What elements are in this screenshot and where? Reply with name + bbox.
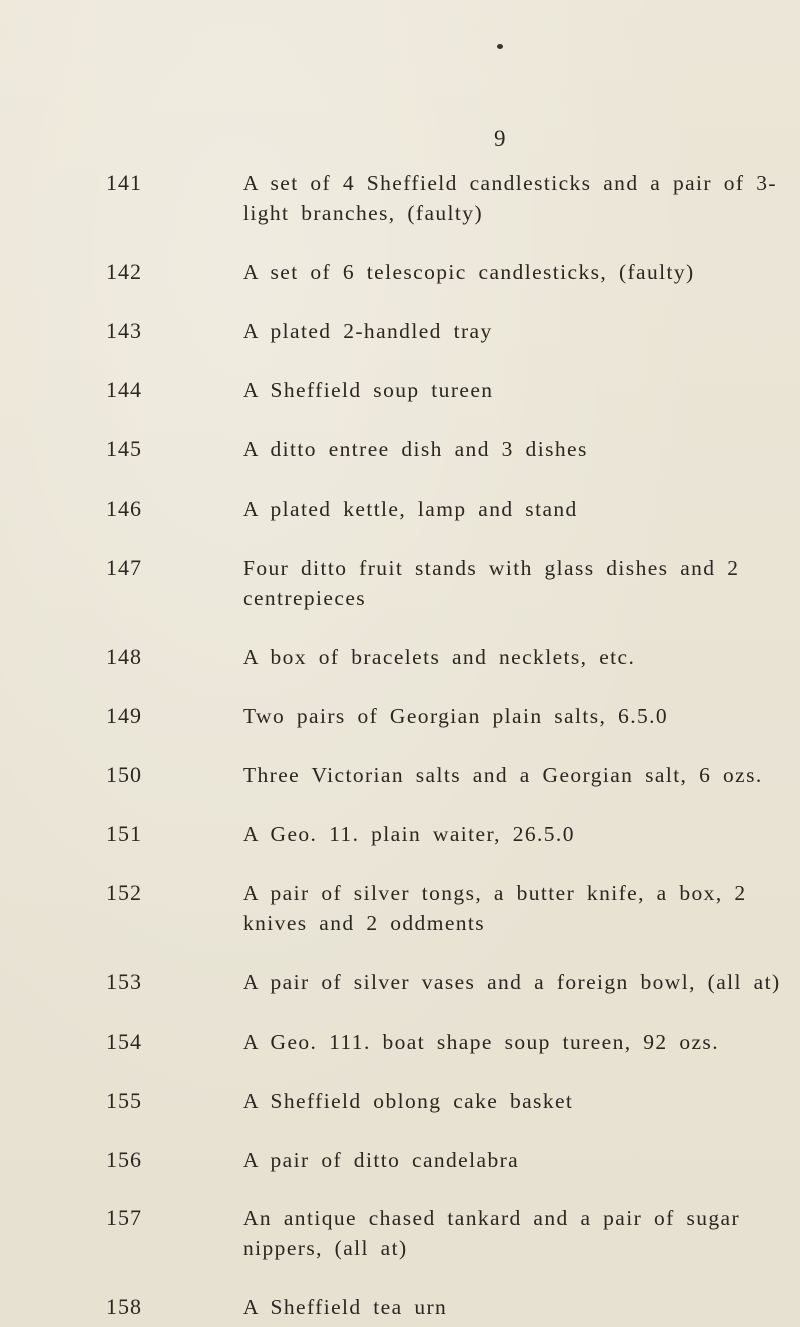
lot-description: A Sheffield tea urn	[243, 1295, 448, 1319]
lot-description: A pair of silver tongs, a butter knife, a box, 2 knives and 2 oddments	[243, 881, 747, 935]
lot-description: A set of 6 telescopic candlesticks, (faulty)	[243, 260, 695, 284]
lot-description: A Geo. 11. plain waiter, 26.5.0	[243, 822, 575, 846]
lot-description: A Geo. 111. boat shape soup tureen, 92 ozs.	[243, 1030, 719, 1054]
page-number: 9	[494, 126, 506, 151]
lot-number: 145	[106, 436, 142, 461]
lot-description: A pair of silver vases and a foreign bowl, (all at)	[243, 970, 781, 994]
lot-number: 150	[106, 762, 142, 787]
lot-description: A pair of ditto candelabra	[243, 1148, 520, 1172]
lot-number: 149	[106, 703, 142, 728]
lot-number: 141	[106, 170, 142, 195]
lot-number: 155	[106, 1088, 142, 1113]
lot-number: 157	[106, 1205, 142, 1230]
lot-description: A Sheffield soup tureen	[243, 378, 494, 402]
lot-number: 143	[106, 318, 142, 343]
lot-description: Four ditto fruit stands with glass dishes and 2 centrepieces	[243, 556, 740, 610]
lot-description: An antique chased tankard and a pair of sugar nippers, (all at)	[243, 1206, 741, 1260]
lot-description: A ditto entree dish and 3 dishes	[243, 437, 588, 461]
lot-number: 142	[106, 259, 142, 284]
lot-description: A Sheffield oblong cake basket	[243, 1089, 574, 1113]
lot-description: Two pairs of Georgian plain salts, 6.5.0	[243, 704, 669, 728]
lot-number: 147	[106, 555, 142, 580]
lot-description: A set of 4 Sheffield candlesticks and a pair of 3-light branches, (faulty)	[243, 171, 777, 225]
lot-description: A plated kettle, lamp and stand	[243, 497, 578, 521]
lot-number: 148	[106, 644, 142, 669]
lot-number: 151	[106, 821, 142, 846]
ink-speck	[497, 44, 503, 49]
lot-number: 146	[106, 496, 142, 521]
lot-number: 158	[106, 1294, 142, 1319]
lot-description: A box of bracelets and necklets, etc.	[243, 645, 636, 669]
lot-number: 153	[106, 969, 142, 994]
lot-description: A plated 2-handled tray	[243, 319, 493, 343]
lot-number: 154	[106, 1029, 142, 1054]
lot-number: 144	[106, 377, 142, 402]
lot-description: Three Victorian salts and a Georgian salt, 6 ozs.	[243, 763, 763, 787]
lot-number: 152	[106, 880, 142, 905]
lot-number: 156	[106, 1147, 142, 1172]
